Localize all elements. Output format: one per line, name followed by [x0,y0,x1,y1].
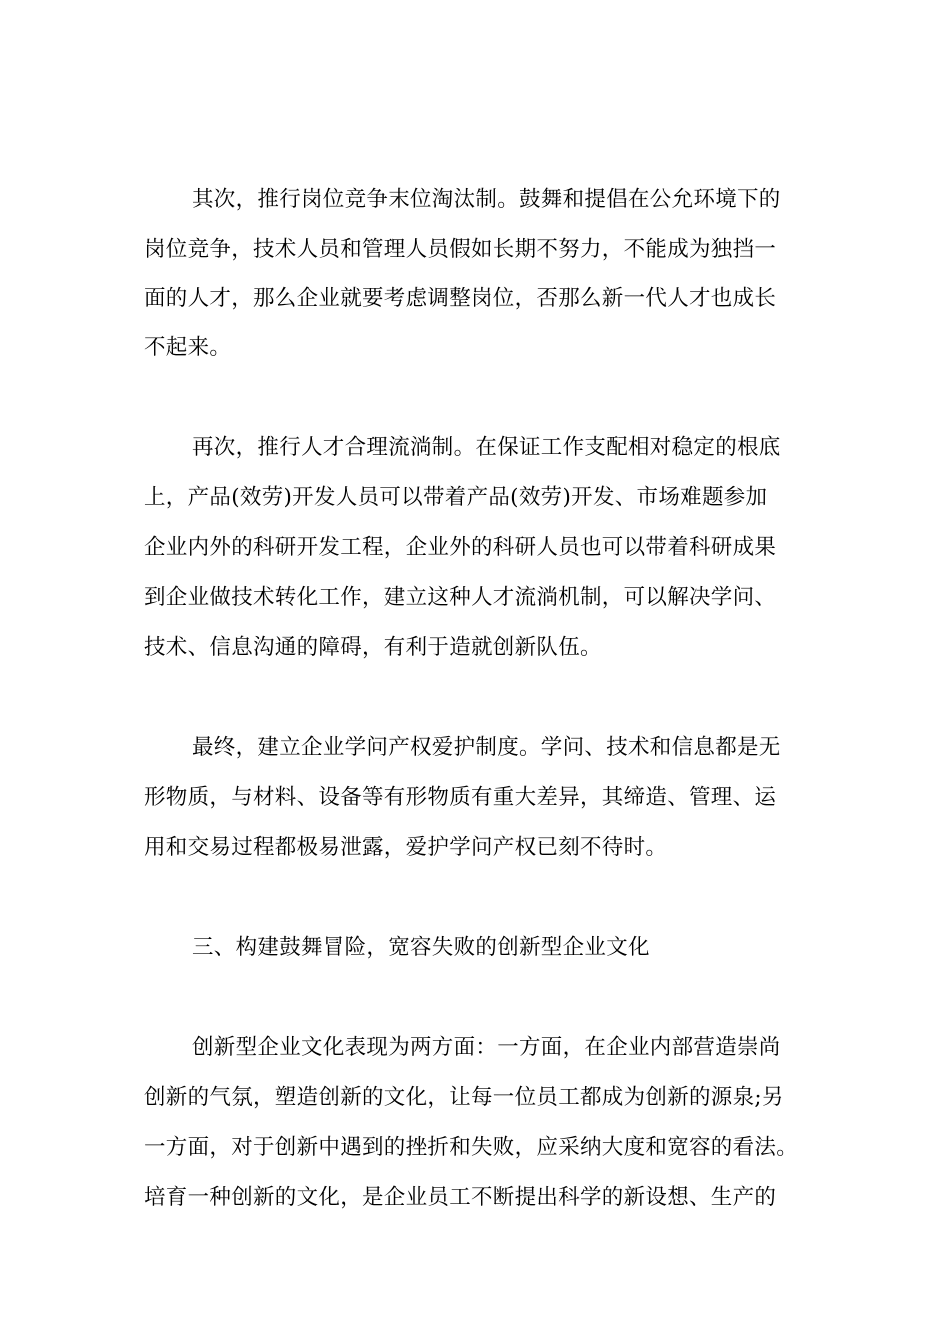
paragraph-2-line-4: 到企业做技术转化工作，建立这种人才流淌机制，可以解决学问、 [144,585,777,610]
paragraph-5-line-3: 一方面，对于创新中遇到的挫折和失败，应采纳大度和宽容的看法。 [144,1135,799,1160]
section-heading: 三、构建鼓舞冒险，宽容失败的创新型企业文化 [192,935,650,960]
paragraph-2-line-2: 上，产品(效劳)开发人员可以带着产品(效劳)开发、市场难题参加 [144,485,768,510]
paragraph-3-line-3: 用和交易过程都极易泄露，爱护学问产权已刻不待时。 [144,835,668,860]
paragraph-1-line-3: 面的人才，那么企业就要考虑调整岗位，否那么新一代人才也成长 [144,286,777,311]
paragraph-2-line-3: 企业内外的科研开发工程，企业外的科研人员也可以带着科研成果 [144,535,777,560]
paragraph-2-line-5: 技术、信息沟通的障碍，有利于造就创新队伍。 [144,635,602,660]
paragraph-1-line-2: 岗位竞争，技术人员和管理人员假如长期不努力，不能成为独挡一 [144,237,777,262]
paragraph-1-line-1: 其次，推行岗位竞争末位淘汰制。鼓舞和提倡在公允环境下的 [192,187,781,212]
paragraph-2-line-1: 再次，推行人才合理流淌制。在保证工作支配相对稳定的根底 [192,435,781,460]
paragraph-1-line-4: 不起来。 [144,335,232,360]
paragraph-3-line-2: 形物质，与材料、设备等有形物质有重大差异，其缔造、管理、运 [144,785,777,810]
paragraph-5-line-2: 创新的气氛，塑造创新的文化，让每一位员工都成为创新的源泉;另 [144,1085,784,1110]
paragraph-5-line-4: 培育一种创新的文化，是企业员工不断提出科学的新设想、生产的 [144,1185,777,1210]
paragraph-3-line-1: 最终，建立企业学问产权爱护制度。学问、技术和信息都是无 [192,735,781,760]
paragraph-5-line-1: 创新型企业文化表现为两方面：一方面，在企业内部营造崇尚 [192,1035,781,1060]
